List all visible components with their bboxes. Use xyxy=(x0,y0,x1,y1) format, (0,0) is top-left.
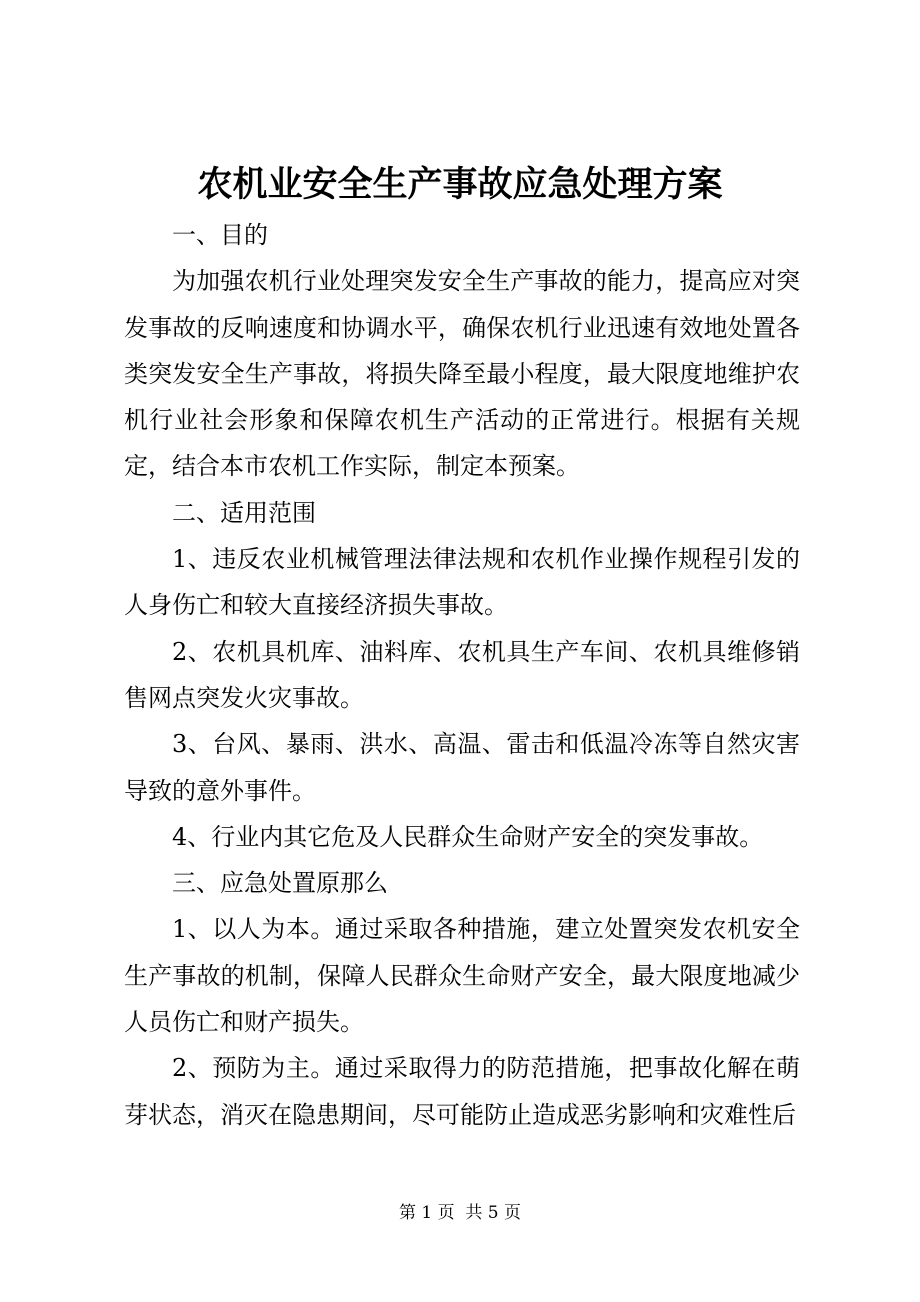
page-footer xyxy=(0,1198,920,1228)
document-body xyxy=(124,212,800,1138)
document-title: 农机业安全生产事故应急处理方案 xyxy=(197,164,723,205)
section-heading-purpose: 一、目的 xyxy=(172,221,268,249)
paragraph-purpose: 为加强农机行业处理突发安全生产事故的能力，提高应对突发事故的反响速度和协调水平，确保农机行业迅速有效地处置各类突发安全生产事故，将损失降至最小程度，最大限度地维护农机行业社会形象和保障农机生产活动的正常进行。根据有关规定，结合本市农机工作实际，制定本预案。 xyxy=(124,267,800,481)
page-number: 第 1 页 共 5 页 xyxy=(398,1203,522,1223)
paragraph-scope-1: 1、违反农业机械管理法律法规和农机作业操作规程引发的人身伤亡和较大直接经济损失事故。 xyxy=(124,545,800,620)
section-heading-principles: 三、应急处置原那么 xyxy=(172,869,388,898)
section-heading-scope: 二、适用范围 xyxy=(172,498,316,527)
paragraph-principle-2: 2、预防为主。通过采取得力的防范措施，把事故化解在萌芽状态，消灭在隐患期间，尽可能防止造成恶劣影响和灾难性后 xyxy=(124,1054,800,1129)
paragraph-scope-4: 4、行业内其它危及人民群众生命财产安全的突发事故。 xyxy=(172,822,764,851)
paragraph-scope-2: 2、农机具机库、油料库、农机具生产车间、农机具维修销售网点突发火灾事故。 xyxy=(124,637,800,712)
paragraph-principle-1: 1、以人为本。通过采取各种措施，建立处置突发农机安全生产事故的机制，保障人民群众生命财产安全，最大限度地减少人员伤亡和财产损失。 xyxy=(124,915,800,1037)
paragraph-scope-3: 3、台风、暴雨、洪水、高温、雷击和低温冷冻等自然灾害导致的意外事件。 xyxy=(124,730,800,805)
